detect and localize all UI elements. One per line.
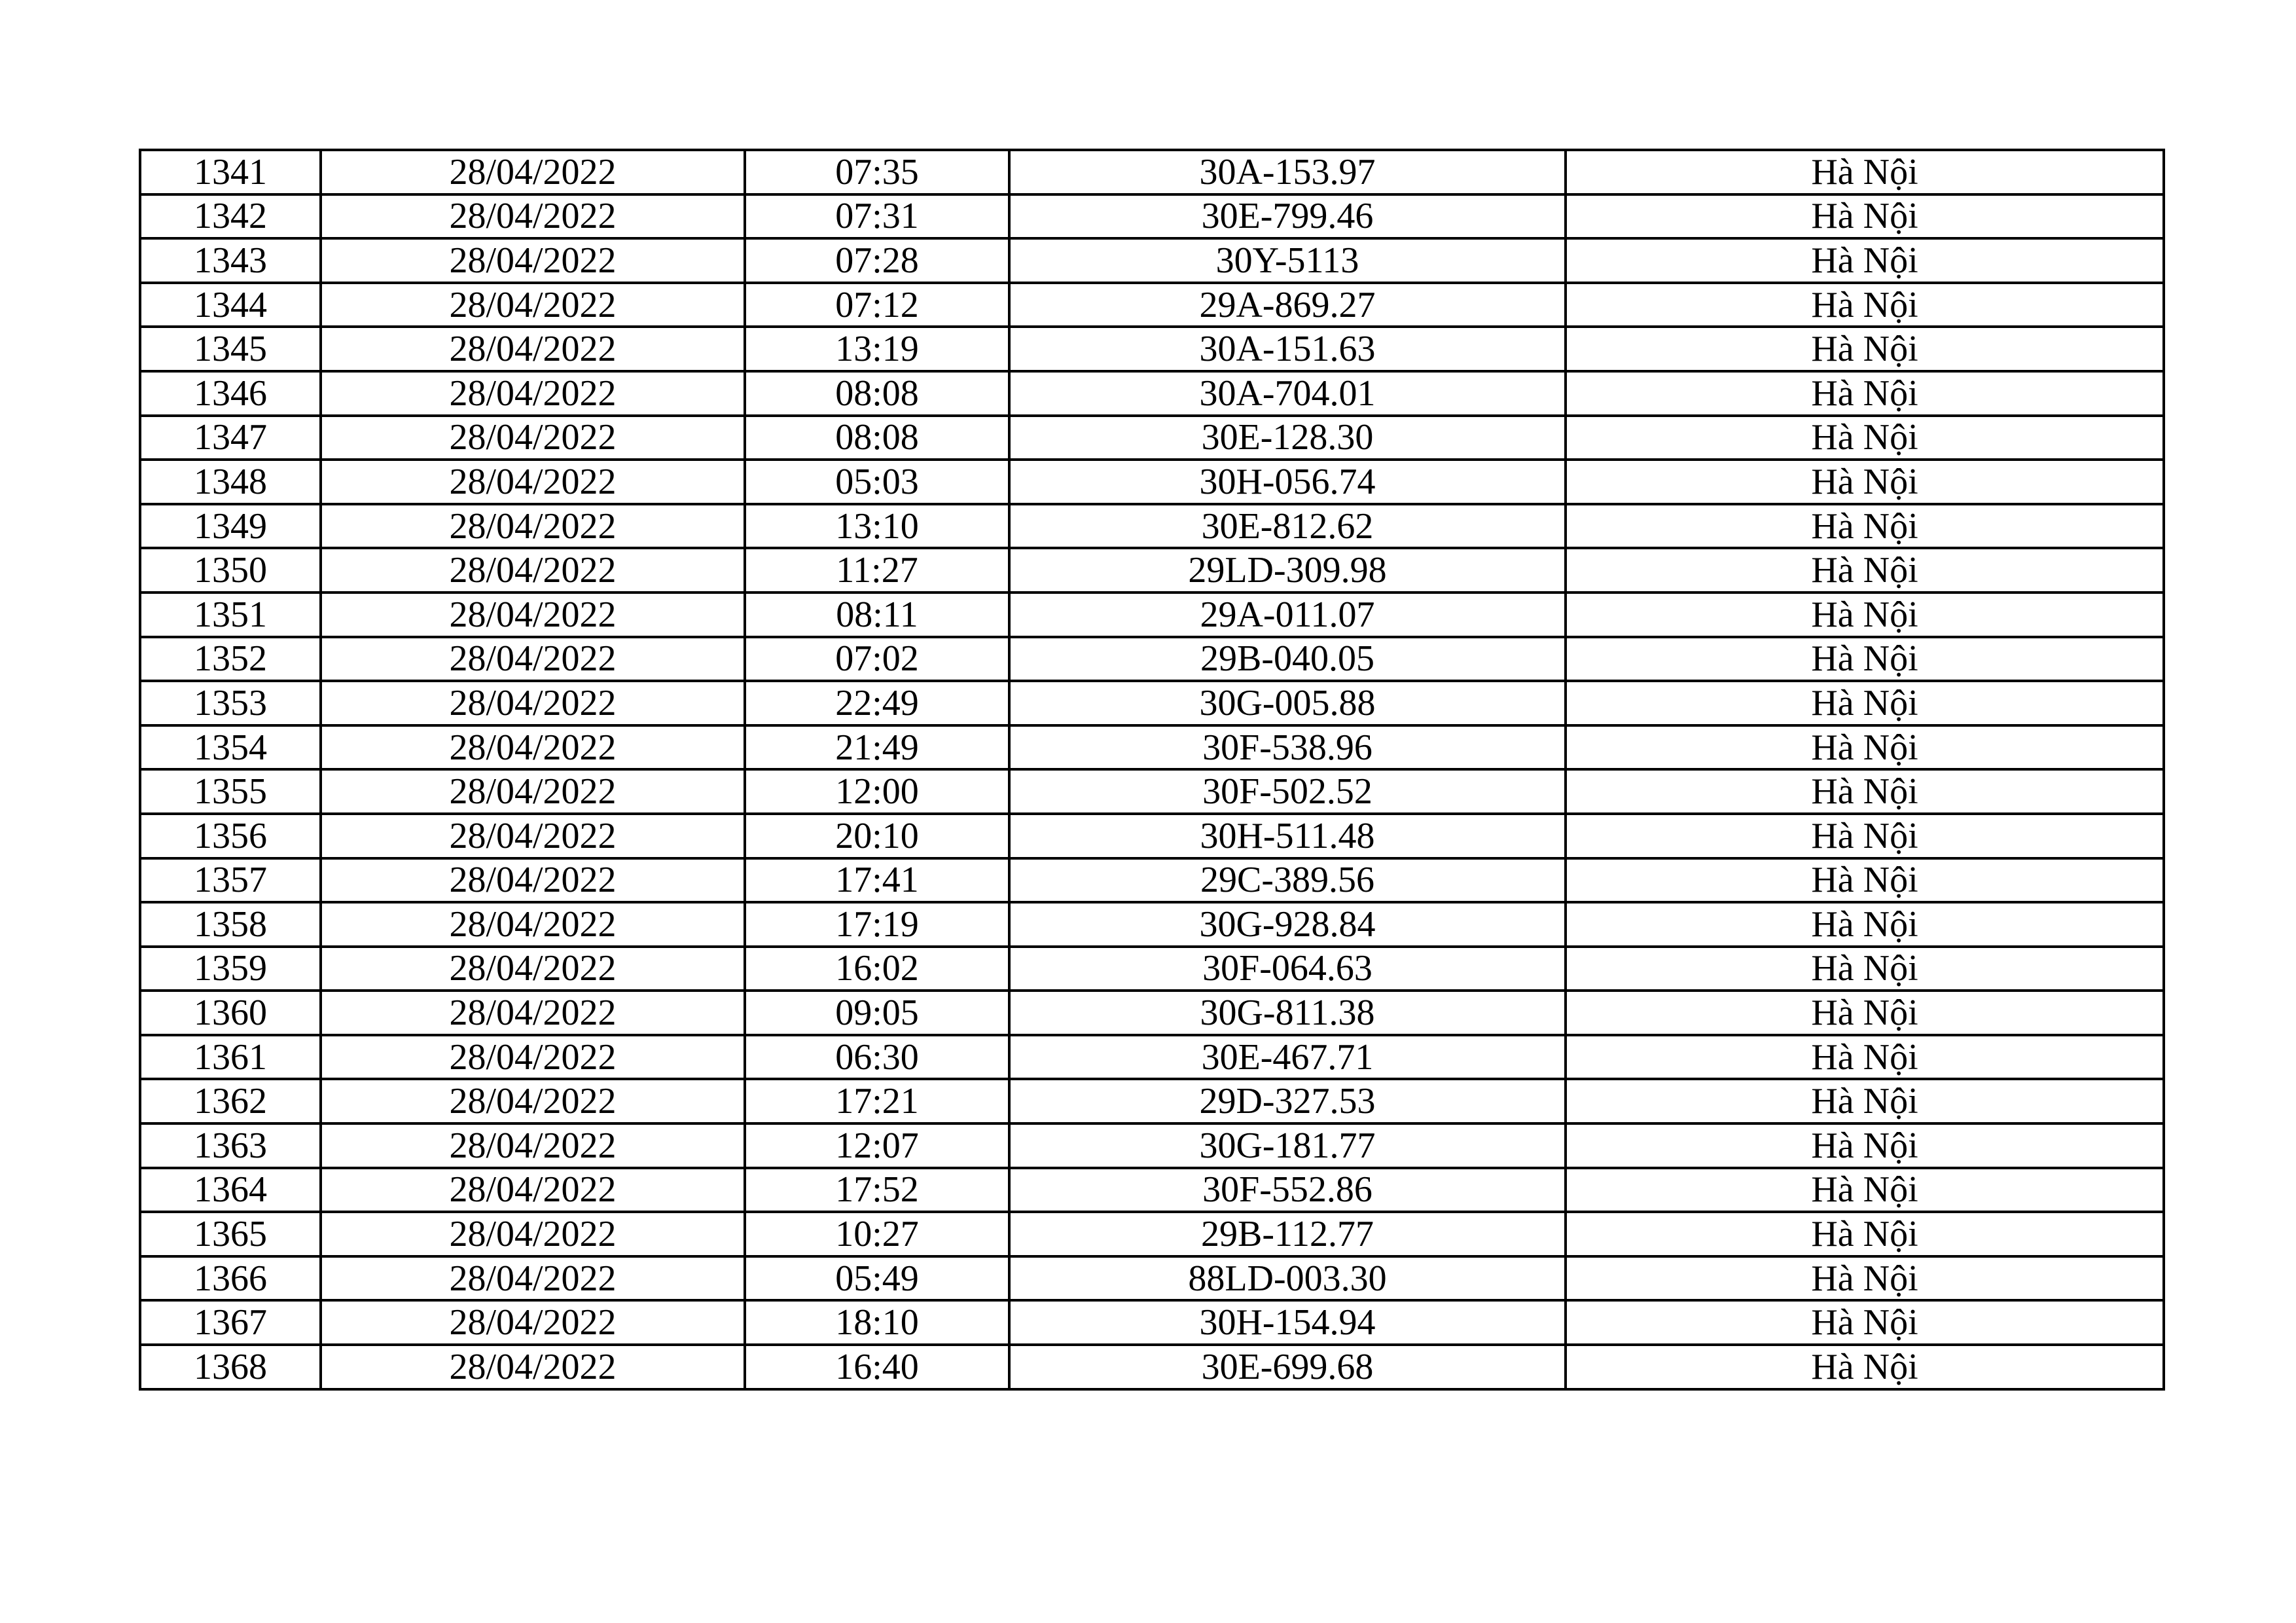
cell-place: Hà Nội [1566,504,2164,549]
table-row [140,504,2164,549]
cell-time: 09:05 [745,991,1009,1035]
cell-date: 28/04/2022 [321,593,745,637]
cell-time: 08:08 [745,416,1009,460]
cell-time: 16:40 [745,1345,1009,1389]
cell-plate: 30H-056.74 [1009,460,1566,504]
cell-plate: 29D-327.53 [1009,1079,1566,1123]
table-row [140,548,2164,593]
cell-time: 12:00 [745,769,1009,814]
cell-plate: 30H-511.48 [1009,814,1566,858]
cell-plate: 30A-704.01 [1009,371,1566,416]
cell-stt: 1357 [140,858,321,903]
cell-plate: 30G-005.88 [1009,681,1566,725]
cell-date: 28/04/2022 [321,150,745,194]
cell-stt: 1361 [140,1035,321,1080]
cell-place: Hà Nội [1566,416,2164,460]
cell-place: Hà Nội [1566,902,2164,947]
cell-place: Hà Nội [1566,283,2164,327]
table-row [140,637,2164,682]
table-row [140,769,2164,814]
cell-date: 28/04/2022 [321,460,745,504]
cell-date: 28/04/2022 [321,858,745,903]
cell-stt: 1365 [140,1212,321,1256]
cell-stt: 1368 [140,1345,321,1389]
cell-date: 28/04/2022 [321,902,745,947]
cell-place: Hà Nội [1566,991,2164,1035]
cell-time: 05:03 [745,460,1009,504]
cell-date: 28/04/2022 [321,283,745,327]
cell-place: Hà Nội [1566,371,2164,416]
cell-stt: 1341 [140,150,321,194]
cell-plate: 30E-467.71 [1009,1035,1566,1080]
cell-place: Hà Nội [1566,637,2164,682]
cell-time: 07:28 [745,238,1009,283]
cell-date: 28/04/2022 [321,769,745,814]
cell-place: Hà Nội [1566,593,2164,637]
cell-place: Hà Nội [1566,725,2164,770]
cell-time: 07:35 [745,150,1009,194]
cell-place: Hà Nội [1566,947,2164,991]
cell-date: 28/04/2022 [321,504,745,549]
cell-stt: 1356 [140,814,321,858]
cell-place: Hà Nội [1566,1123,2164,1168]
cell-stt: 1353 [140,681,321,725]
cell-plate: 29B-040.05 [1009,637,1566,682]
table-row [140,902,2164,947]
cell-time: 08:08 [745,371,1009,416]
cell-plate: 30H-154.94 [1009,1300,1566,1345]
table-row [140,1123,2164,1168]
cell-time: 16:02 [745,947,1009,991]
cell-date: 28/04/2022 [321,814,745,858]
cell-plate: 30E-128.30 [1009,416,1566,460]
cell-time: 10:27 [745,1212,1009,1256]
cell-stt: 1346 [140,371,321,416]
cell-date: 28/04/2022 [321,1256,745,1301]
table-row [140,1345,2164,1389]
cell-date: 28/04/2022 [321,1079,745,1123]
cell-time: 22:49 [745,681,1009,725]
cell-date: 28/04/2022 [321,416,745,460]
cell-stt: 1344 [140,283,321,327]
cell-place: Hà Nội [1566,548,2164,593]
cell-place: Hà Nội [1566,858,2164,903]
cell-stt: 1351 [140,593,321,637]
table-row [140,1256,2164,1301]
cell-date: 28/04/2022 [321,1212,745,1256]
table-row [140,371,2164,416]
cell-time: 12:07 [745,1123,1009,1168]
cell-plate: 30E-799.46 [1009,194,1566,239]
cell-date: 28/04/2022 [321,1345,745,1389]
records-table-body [140,150,2164,1389]
table-row [140,681,2164,725]
cell-plate: 30A-153.97 [1009,150,1566,194]
cell-place: Hà Nội [1566,1345,2164,1389]
cell-time: 13:19 [745,327,1009,371]
cell-time: 17:41 [745,858,1009,903]
cell-time: 18:10 [745,1300,1009,1345]
cell-stt: 1347 [140,416,321,460]
cell-date: 28/04/2022 [321,681,745,725]
cell-stt: 1355 [140,769,321,814]
cell-stt: 1354 [140,725,321,770]
table-row [140,150,2164,194]
table-row [140,194,2164,239]
cell-place: Hà Nội [1566,814,2164,858]
table-row [140,416,2164,460]
cell-plate: 29C-389.56 [1009,858,1566,903]
cell-date: 28/04/2022 [321,947,745,991]
cell-plate: 30F-502.52 [1009,769,1566,814]
cell-date: 28/04/2022 [321,548,745,593]
cell-time: 21:49 [745,725,1009,770]
cell-time: 17:21 [745,1079,1009,1123]
cell-plate: 30G-181.77 [1009,1123,1566,1168]
cell-plate: 88LD-003.30 [1009,1256,1566,1301]
cell-date: 28/04/2022 [321,1168,745,1213]
cell-stt: 1359 [140,947,321,991]
cell-date: 28/04/2022 [321,371,745,416]
cell-plate: 30A-151.63 [1009,327,1566,371]
cell-time: 17:19 [745,902,1009,947]
cell-plate: 30F-538.96 [1009,725,1566,770]
cell-place: Hà Nội [1566,1212,2164,1256]
cell-stt: 1360 [140,991,321,1035]
table-row [140,1300,2164,1345]
cell-time: 06:30 [745,1035,1009,1080]
cell-plate: 29A-011.07 [1009,593,1566,637]
table-row [140,858,2164,903]
table-row [140,1079,2164,1123]
cell-plate: 30G-811.38 [1009,991,1566,1035]
table-row [140,947,2164,991]
cell-time: 17:52 [745,1168,1009,1213]
cell-stt: 1366 [140,1256,321,1301]
cell-stt: 1363 [140,1123,321,1168]
cell-plate: 29A-869.27 [1009,283,1566,327]
cell-date: 28/04/2022 [321,1123,745,1168]
table-row [140,1035,2164,1080]
cell-stt: 1343 [140,238,321,283]
cell-plate: 30E-812.62 [1009,504,1566,549]
cell-date: 28/04/2022 [321,637,745,682]
cell-stt: 1367 [140,1300,321,1345]
cell-place: Hà Nội [1566,769,2164,814]
table-row [140,991,2164,1035]
cell-place: Hà Nội [1566,1300,2164,1345]
cell-plate: 29B-112.77 [1009,1212,1566,1256]
table-row [140,725,2164,770]
cell-date: 28/04/2022 [321,1035,745,1080]
cell-stt: 1342 [140,194,321,239]
cell-time: 08:11 [745,593,1009,637]
cell-plate: 30F-552.86 [1009,1168,1566,1213]
cell-place: Hà Nội [1566,238,2164,283]
cell-place: Hà Nội [1566,1168,2164,1213]
cell-time: 11:27 [745,548,1009,593]
cell-stt: 1358 [140,902,321,947]
cell-date: 28/04/2022 [321,327,745,371]
cell-time: 07:31 [745,194,1009,239]
cell-stt: 1350 [140,548,321,593]
table-row [140,327,2164,371]
cell-plate: 30F-064.63 [1009,947,1566,991]
cell-time: 20:10 [745,814,1009,858]
cell-stt: 1345 [140,327,321,371]
cell-stt: 1349 [140,504,321,549]
cell-date: 28/04/2022 [321,991,745,1035]
cell-date: 28/04/2022 [321,238,745,283]
cell-plate: 30G-928.84 [1009,902,1566,947]
cell-plate: 30Y-5113 [1009,238,1566,283]
cell-stt: 1364 [140,1168,321,1213]
table-row [140,283,2164,327]
cell-place: Hà Nội [1566,1035,2164,1080]
cell-stt: 1352 [140,637,321,682]
cell-time: 05:49 [745,1256,1009,1301]
table-row [140,814,2164,858]
table-row [140,460,2164,504]
table-row [140,593,2164,637]
records-table [139,149,2165,1391]
cell-plate: 29LD-309.98 [1009,548,1566,593]
cell-place: Hà Nội [1566,194,2164,239]
table-row [140,1168,2164,1213]
cell-place: Hà Nội [1566,460,2164,504]
cell-date: 28/04/2022 [321,194,745,239]
cell-date: 28/04/2022 [321,1300,745,1345]
cell-place: Hà Nội [1566,327,2164,371]
table-row [140,1212,2164,1256]
cell-place: Hà Nội [1566,1079,2164,1123]
cell-plate: 30E-699.68 [1009,1345,1566,1389]
cell-time: 13:10 [745,504,1009,549]
cell-time: 07:02 [745,637,1009,682]
cell-stt: 1348 [140,460,321,504]
cell-place: Hà Nội [1566,681,2164,725]
cell-place: Hà Nội [1566,150,2164,194]
cell-time: 07:12 [745,283,1009,327]
cell-place: Hà Nội [1566,1256,2164,1301]
cell-date: 28/04/2022 [321,725,745,770]
cell-stt: 1362 [140,1079,321,1123]
table-row [140,238,2164,283]
